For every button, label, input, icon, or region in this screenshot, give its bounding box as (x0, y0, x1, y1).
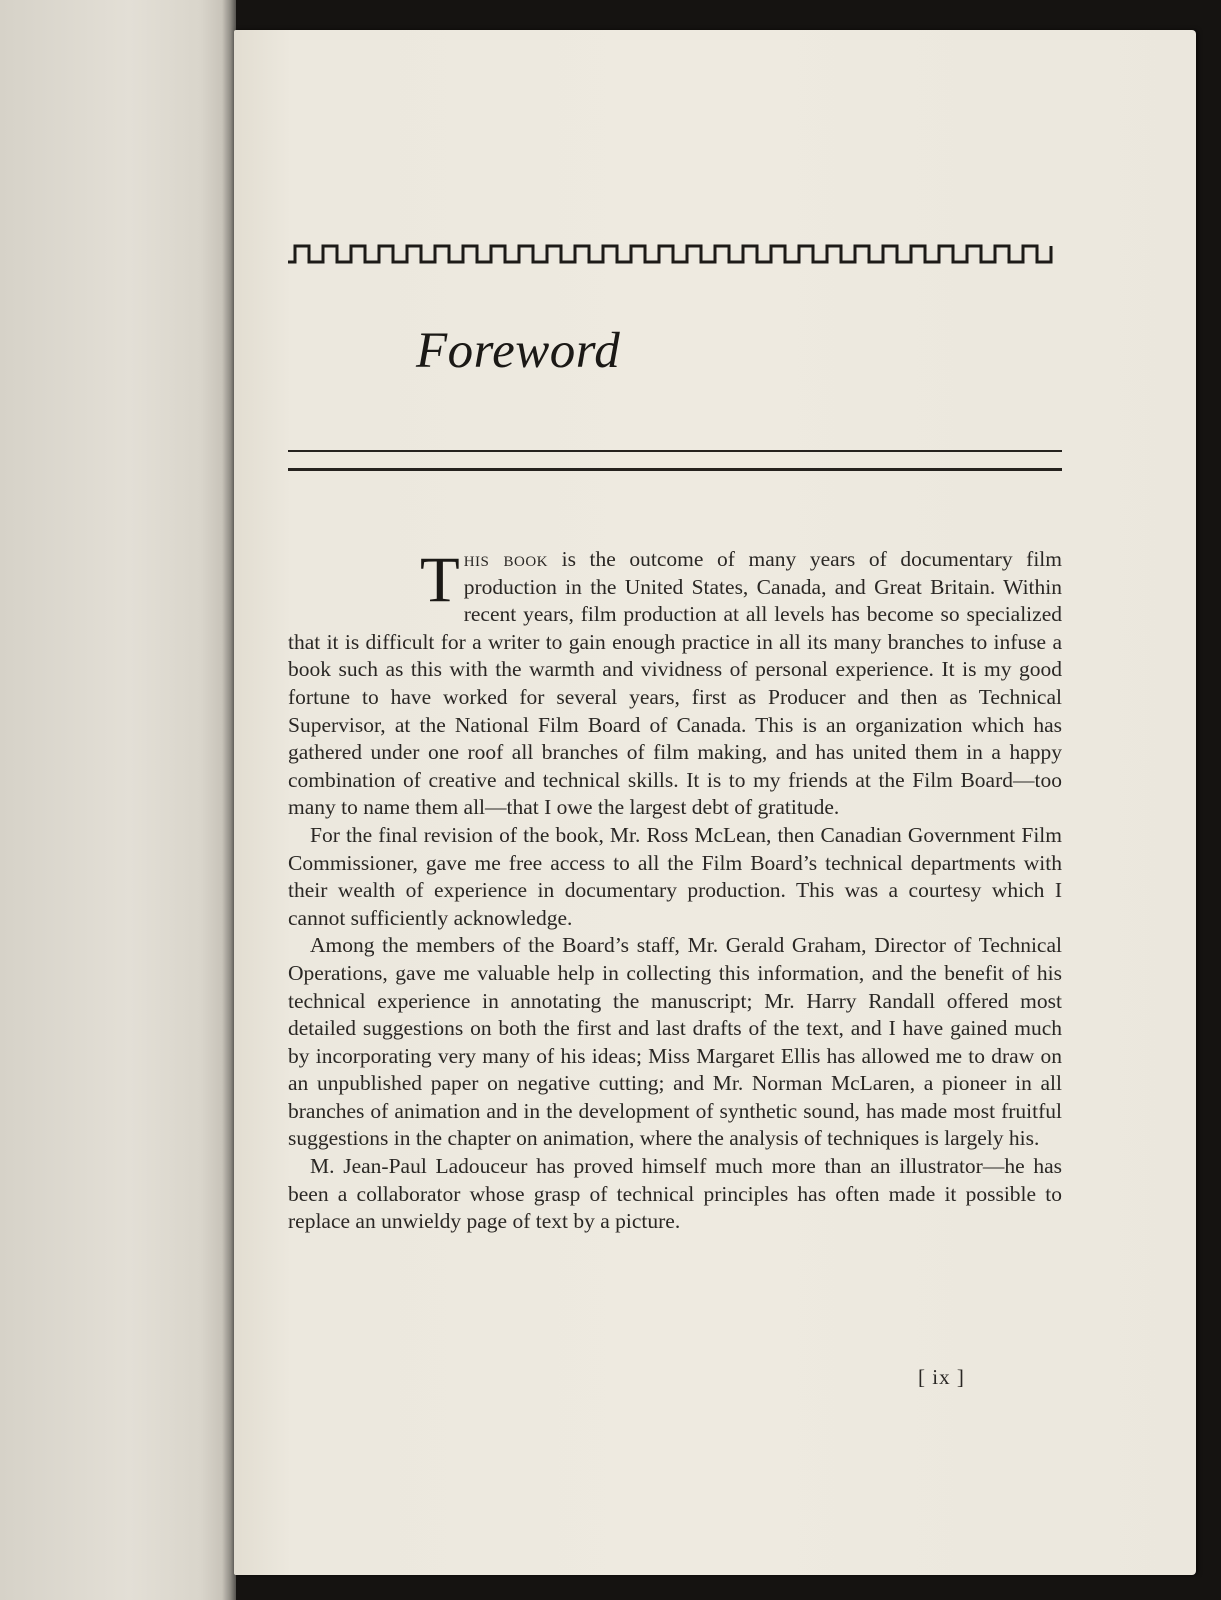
left-page-edge (0, 0, 236, 1600)
foreword-body (288, 546, 1062, 1236)
title-rule-top (288, 450, 1062, 452)
page-title: Foreword (416, 323, 621, 379)
lead-small-caps: his book (463, 547, 548, 571)
book-page (234, 30, 1196, 1575)
paragraph-1 (288, 546, 1062, 822)
paragraph-1-text: is the outcome of many years of documentary film production in the United States, Canada, and Great Britain. Within recent years, film production at all levels has become so specialized that it is difficult for a writer to gain enough practice in all its many branches to infuse a book such as this with the warmth and vividness of personal experience. It is my good fortune to have worked for several years, first as Producer and then as Technical Supervisor, at the National Film Board of Canada. This is an organization which has gathered under one roof all branches of film making, and has united them in a happy combination of creative and technical skills. It is to my friends at the Film Board—too many to name them all—that I owe the largest debt of gratitude. (288, 547, 1062, 820)
greek-key-border-icon (288, 243, 1058, 265)
paragraph-4: M. Jean-Paul Ladouceur has proved himself much more than an illustrator—he has been a collaborator whose grasp of technical principles has often made it possible to replace an unwieldy page of text by a picture. (288, 1154, 1062, 1234)
page-number: [ ix ] (918, 1365, 965, 1389)
paragraph-2: For the final revision of the book, Mr. Ross McLean, then Canadian Government Film Commissioner, gave me free access to all the Film Board’s technical departments with their wealth of experience in documentary production. This was a courtesy which I cannot sufficiently acknowledge. (288, 822, 1062, 930)
title-rule-bottom (288, 468, 1062, 471)
drop-cap: T (420, 544, 460, 616)
paragraph-3: Among the members of the Board’s staff, Mr. Gerald Graham, Director of Technical Operations, gave me valuable help in collecting this information, and the benefit of his technical experience in annotating the manuscript; Mr. Harry Randall offered most detailed suggestions on both the first and last drafts of the text, and I have gained much by incorporating very many of his ideas; Miss Margaret Ellis has allowed me to draw on an unpublished paper on negative cutting; and Mr. Norman McLaren, a pioneer in all branches of animation and in the development of synthetic sound, has made most fruitful suggestions in the chapter on animation, where the analysis of techniques is largely his. (288, 933, 1062, 1151)
